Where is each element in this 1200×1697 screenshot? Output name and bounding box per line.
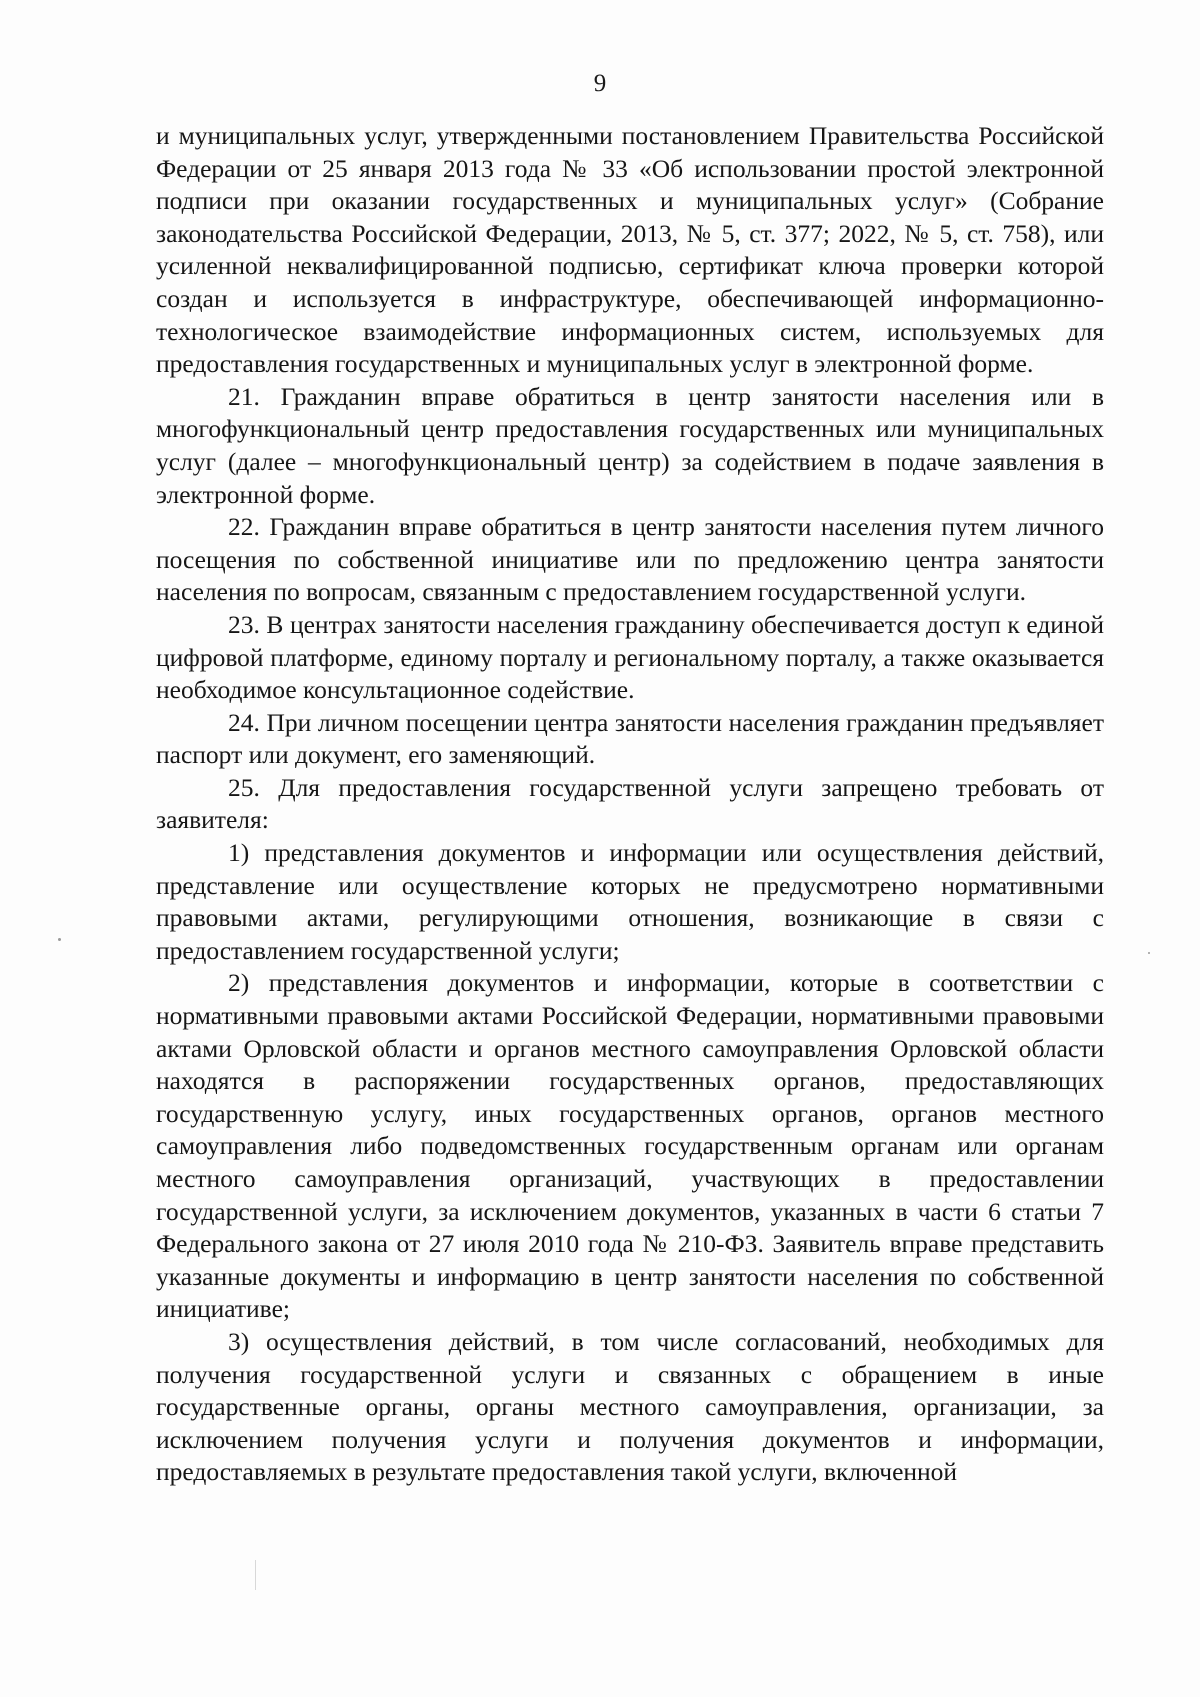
paragraph-25-item-1: 1) представления документов и информации или осуществления действий, представление или осуществление которых не предусмотрено нормативными правовыми актами, регулирующими отношения, возникающие в связи с предоставлением государственной услуги; [156,838,1104,965]
paragraph-22: 22. Гражданин вправе обратиться в центр занятости населения путем личного посещения по собственной инициативе или по предложению центра занятости населения по вопросам, связанным с предоставлением государственной услуги. [156,512,1104,607]
paragraph-intro: и муниципальных услуг, утвержденными постановлением Правительства Российской Федерации от 25 января 2013 года № 33 «Об использовании простой электронной подписи при оказании государственных и муниципальных услуг» (Собрание законодательства Российской Федерации, 2013, № 5, ст. 377; 2022, № 5, ст. 758), или усиленной неквалифицированной подписью, сертификат ключа проверки которой создан и используется в инфраструктуре, обеспечивающей информационно-технологическое взаимодействие информационных систем, используемых для предоставления государственных и муниципальных услуг в электронной форме. [156,121,1104,379]
scan-speck [1148,952,1150,954]
scan-artifact-line [255,1560,256,1590]
paragraph-24: 24. При личном посещении центра занятости населения гражданин предъявляет паспорт или документ, его заменяющий. [156,707,1104,770]
page-number: 9 [593,70,607,97]
paragraph-21: 21. Гражданин вправе обратиться в центр занятости населения или в многофункциональный центр предоставления государственных или муниципальных услуг (далее – многофункциональный центр) за содействием в подаче заявления в электронной форме. [156,381,1104,509]
paragraph-25-item-2: 2) представления документов и информации, которые в соответствии с нормативными правовыми актами Российской Федерации, нормативными правовыми актами Орловской области и органов местного самоуправления Орловской области находятся в распоряжении государственных органов, предоставляющих государственную услугу, иных государственных органов, органов местного самоуправления либо подведомственных государственным органам или органам местного самоуправления организаций, участвующих в предоставлении государственной услуги, за исключением документов, указанных в части 6 статьи 7 Федерального закона от 27 июля 2010 года № 210-ФЗ. Заявитель вправе представить указанные документы и информацию в центр занятости населения по собственной инициативе; [156,968,1104,1324]
paragraph-23: 23. В центрах занятости населения гражданину обеспечивается доступ к единой цифровой платформе, единому порталу и региональному порталу, а также оказывается необходимое консультационное содействие. [156,609,1104,705]
scan-speck [58,938,61,941]
paragraph-25-item-3: 3) осуществления действий, в том числе согласований, необходимых для получения государственной услуги и связанных с обращением в иные государственные органы, органы местного самоуправления, организации, за исключением получения услуги и получения документов и информации, предоставляемых в результате предоставления такой услуги, включенной [156,1326,1104,1487]
document-body [156,120,1104,1489]
paragraph-25: 25. Для предоставления государственной услуги запрещено требовать от заявителя: [156,772,1104,835]
